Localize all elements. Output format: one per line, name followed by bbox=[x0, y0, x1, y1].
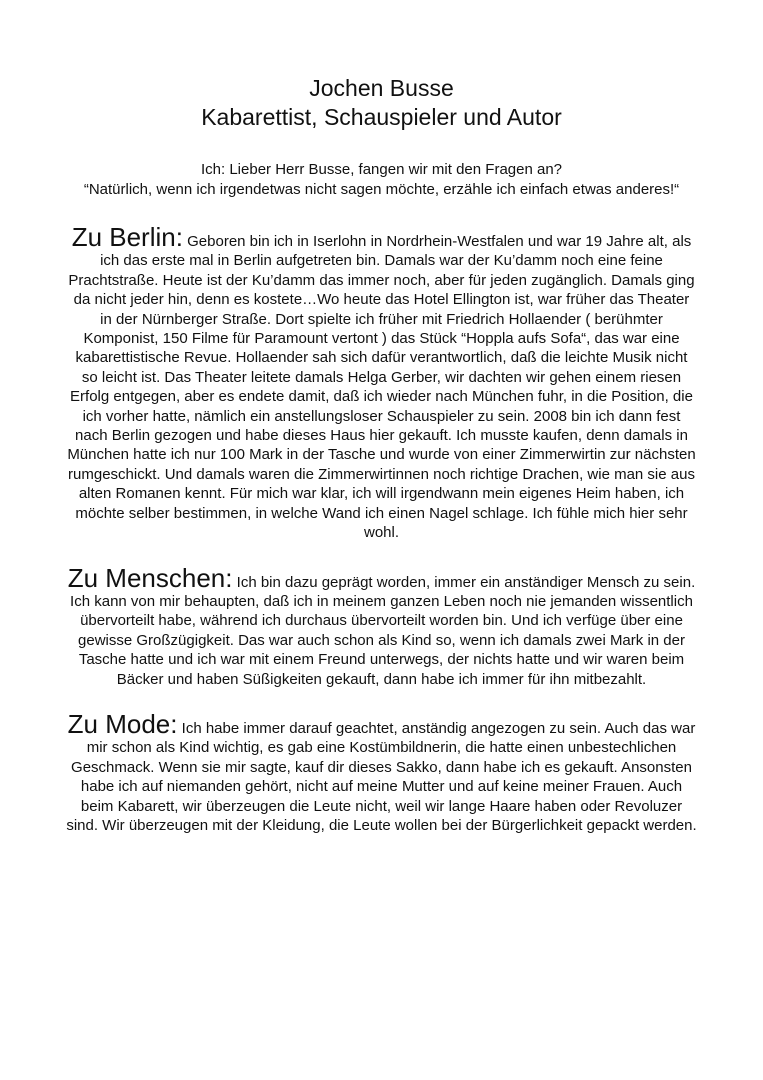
page-subtitle: Kabarettist, Schauspieler und Autor bbox=[201, 104, 562, 130]
section-berlin bbox=[66, 222, 697, 543]
intro-block bbox=[66, 160, 697, 200]
title-block bbox=[66, 0, 697, 132]
section-menschen bbox=[66, 562, 697, 689]
section-text-menschen: Ich bin dazu geprägt worden, immer ein anständiger Mensch zu sein. Ich kann von mir behaupten, daß ich in meinem ganzen Leben noch nie jemanden wissentlich übervorteilt habe, während ich durchaus übervorteilt worden bin. Und ich verfüge über eine gewisse Großzügigkeit. Das war auch schon als Kind so, wenn ich damals zwei Mark in der Tasche hatte und ich war mit einem Freund unterwegs, der nichts hatte und wir waren beim Bäcker und haben Süßigkeiten gekauft, dann habe ich immer für ihn mitbezahlt. bbox=[70, 573, 696, 688]
section-heading-mode: Zu Mode: bbox=[67, 708, 178, 739]
intro-question: Ich: Lieber Herr Busse, fangen wir mit den Fragen an? bbox=[200, 161, 563, 178]
section-text-berlin: Geboren bin ich in Iserlohn in Nordrhein-Westfalen und war 19 Jahre alt, als ich das erste mal in Berlin aufgetreten bin. Damals war der Ku’damm noch eine feine Prachtstraße. Heute ist der Ku’damm das immer noch, aber für jeden zugänglich. Damals ging da nicht jeder hin, denn es kostete…Wo heute das Hotel Ellington ist, war früher das Theater in der Nürnberger Straße. Dort spielte ich früher mit Friedrich Hollaender ( berühmter Komponist, 150 Filme für Paramount vertont ) das Stück “Hoppla aufs Sofa“, das war eine kabarettistische Revue. Hollaender sah sich dafür verantwortlich, daß die leichte Musik nicht so leicht ist. Das Theater leitete damals Helga Gerber, wir dachten wir gehen einem riesen Erfolg entgegen, aber es endete damit, daß ich wieder nach München fuhr, in die Position, die ich vorher hatte, nämlich ein anstellungsloser Schauspieler zu sein. 2008 bin ich dann fest nach Berlin gezogen und habe dieses Haus hier gekauft. Ich musste kaufen, denn damals in München hatte ich nur 100 Mark in der Tasche und wurde von einer Zimmerwirtin zur nächsten rumgeschickt. Und damals waren die Zimmerwirtinnen noch richtige Drachen, wie man sie aus alten Romanen kennt. Für mich war klar, ich will irgendwann mein eigenes Heim haben, ich möchte selber bestimmen, in welche Wand ich einen Nagel schlage. Ich fühle mich hier sehr wohl. bbox=[67, 233, 696, 542]
section-heading-berlin: Zu Berlin: bbox=[71, 222, 183, 252]
section-text-mode: Ich habe immer darauf geachtet, anständig angezogen zu sein. Auch das war mir schon als Kind wichtig, es gab eine Kostümbildnerin, die hatte einen unbestechlichen Geschmack. Wenn sie mir sagte, kauf dir dieses Sakko, dann habe ich es gekauft. Ansonsten habe ich auf niemanden gehört, nicht auf meine Mutter und auf keine meiner Frauen. Auch beim Kabarett, wir überzeugen die Leute nicht, weil wir lange Haare haben oder Revoluzer sind. Wir überzeugen mit der Kleidung, die Leute wollen bei der Bürgerlichkeit gepackt werden. bbox=[66, 719, 697, 834]
section-heading-menschen: Zu Menschen: bbox=[67, 562, 233, 593]
page-title: Jochen Busse bbox=[309, 75, 454, 101]
intro-answer: “Natürlich, wenn ich irgendetwas nicht sagen möchte, erzähle ich einfach etwas anderes!“ bbox=[83, 181, 680, 198]
section-mode bbox=[66, 708, 697, 835]
